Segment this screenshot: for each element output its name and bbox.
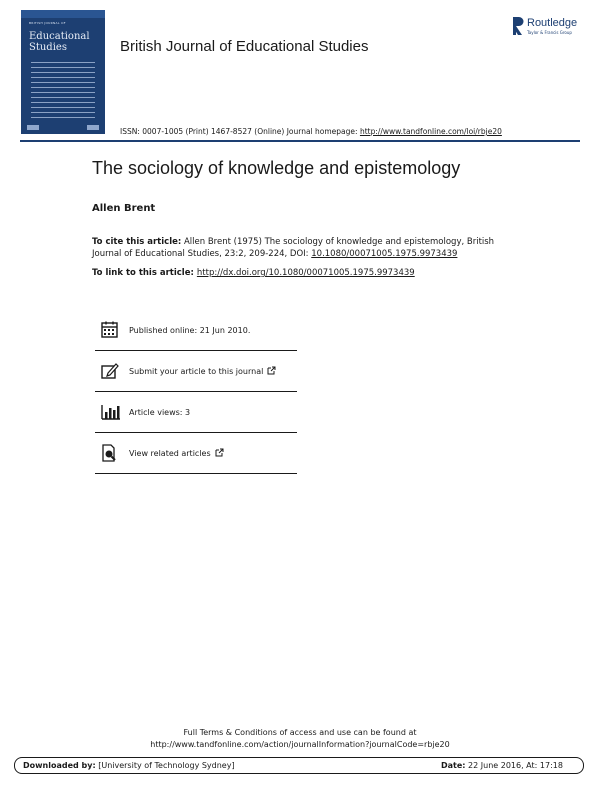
citation-block <box>92 236 512 260</box>
article-link-line <box>92 268 512 278</box>
calendar-icon <box>100 321 124 339</box>
external-link-icon <box>215 448 224 457</box>
download-date: Date: 22 June 2016, At: 17:18 <box>441 761 563 770</box>
terms-url[interactable]: http://www.tandfonline.com/action/journalInformation?journalCode=rbje20 <box>150 740 450 749</box>
routledge-r-icon <box>512 16 524 36</box>
submit-article-link[interactable]: Submit your article to this journal <box>129 366 276 376</box>
document-search-icon <box>100 444 124 462</box>
article-url-link[interactable]: http://dx.doi.org/10.1080/00071005.1975.9973439 <box>196 268 415 278</box>
issn-text: ISSN: 0007-1005 (Print) 1467-8527 (Online) Journal homepage: <box>120 127 360 136</box>
header-divider <box>20 140 580 142</box>
submit-row[interactable] <box>95 351 297 392</box>
related-articles-link[interactable]: View related articles <box>129 448 224 458</box>
external-link-icon <box>267 366 276 375</box>
cover-publisher-mark-right <box>87 125 99 130</box>
publisher-subtitle: Taylor & Francis Group <box>527 30 572 35</box>
terms-notice <box>0 727 600 751</box>
download-info-bar <box>14 757 584 774</box>
cover-title-line1: Educational <box>29 31 90 42</box>
doi-link[interactable]: 10.1080/00071005.1975.9973439 <box>311 249 458 259</box>
published-row <box>95 310 297 351</box>
article-views: Article views: 3 <box>129 407 191 417</box>
journal-cover-image <box>21 10 105 134</box>
routledge-logo <box>512 16 586 44</box>
edit-pencil-icon <box>100 362 124 380</box>
cite-label: To cite this article: <box>92 237 182 247</box>
related-row[interactable] <box>95 433 297 474</box>
article-author: Allen Brent <box>92 203 156 214</box>
journal-homepage-link[interactable]: http://www.tandfonline.com/loi/rbje20 <box>359 127 502 136</box>
cover-small-caption: BRITISH JOURNAL OF <box>29 21 66 25</box>
cite-text: Allen Brent (1975) The sociology of knowledge and epistemology, British Journal of Educational Studies, 23:2, 209-224, DOI: <box>92 237 495 259</box>
journal-title: British Journal of Educational Studies <box>120 38 369 55</box>
terms-line-1: Full Terms & Conditions of access and use can be found at <box>183 728 417 737</box>
cover-text-lines <box>31 62 95 122</box>
article-title: The sociology of knowledge and epistemology <box>92 158 461 178</box>
cover-band <box>21 10 105 18</box>
downloaded-by: Downloaded by: [University of Technology Sydney] <box>23 761 235 770</box>
published-date: Published online: 21 Jun 2010. <box>129 325 251 335</box>
cover-publisher-mark <box>27 125 39 130</box>
link-label: To link to this article: <box>92 268 194 278</box>
views-row <box>95 392 297 433</box>
article-info-list <box>95 310 297 474</box>
bar-chart-icon <box>100 403 124 421</box>
issn-line <box>120 127 502 136</box>
publisher-name: Routledge <box>527 17 578 29</box>
cover-title <box>29 31 90 53</box>
cover-title-line2: Studies <box>29 42 67 53</box>
